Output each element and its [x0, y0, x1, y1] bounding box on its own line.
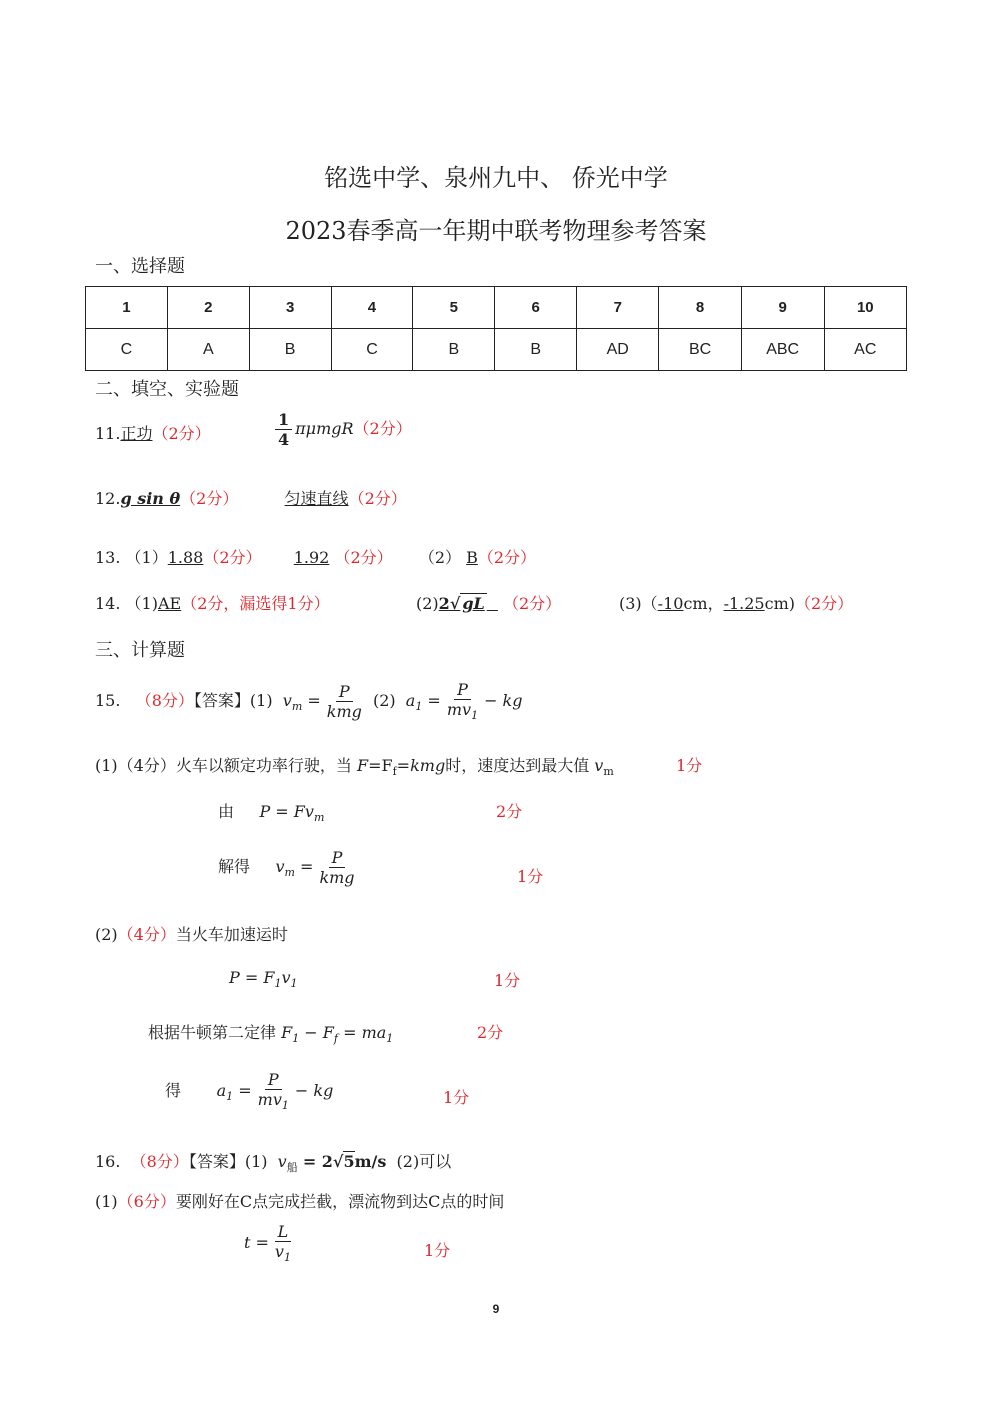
point-4: 1分 — [494, 971, 521, 990]
q15-part1-score: （4分） — [117, 756, 176, 775]
formula-f-equals: F — [356, 756, 369, 775]
q16-value: = 2√5m/s — [302, 1152, 387, 1171]
q12-score2: （2分） — [348, 489, 407, 508]
q15-eq5: 得 $a_1$ = $\frac{P}{mv_1}$ − kg — [165, 1070, 334, 1113]
q15-eq3: $P = F_1v_1$ — [229, 968, 298, 991]
table-cell: 1 — [86, 287, 168, 329]
table-cell: BC — [659, 329, 741, 371]
q14-unit1: cm， — [683, 594, 724, 613]
title-exam: 2023春季高一年期中联考物理参考答案 — [285, 217, 707, 245]
q14-part3: (3)（ — [619, 594, 658, 613]
q14-part3-line — [619, 591, 853, 614]
table-cell: A — [167, 329, 249, 371]
q14-answer2: 2√ gL — [438, 594, 485, 613]
q12-number: 12. — [95, 489, 121, 508]
q12-score1: （2分） — [180, 489, 239, 508]
q14-part2-line — [416, 591, 561, 614]
table-cell: B — [249, 329, 331, 371]
q15-p2: (2) — [372, 690, 396, 710]
q15-part1-text2: 时，速度达到最大值 — [445, 756, 590, 775]
point-5: 2分 — [477, 1023, 504, 1042]
table-cell: 9 — [741, 287, 824, 329]
q15-p1: (1) — [249, 690, 273, 710]
point-7: 1分 — [424, 1241, 451, 1260]
table-cell: 10 — [824, 287, 906, 329]
q14-score2: （2分） — [503, 594, 562, 613]
q13-line — [95, 545, 536, 568]
section-fill: 二、填空、实验题 — [95, 379, 239, 400]
q15-part1-text: 火车以额定功率行驶，当 — [175, 756, 352, 775]
q16-number: 16. — [95, 1152, 121, 1171]
formula-a1: $a_1$ = — [405, 690, 441, 713]
table-cell: B — [495, 329, 577, 371]
q16-answer-line: 16. （8分）【答案】(1) $v_船 = 2√5m/s$ (2)可以 — [95, 1152, 452, 1175]
q16-eq1: t = $\frac{L}{v_1}$ — [244, 1222, 297, 1265]
q11-answer2: $\frac{1}{4}$ πμmgR（2分） — [272, 410, 412, 449]
table-header-row — [86, 287, 907, 329]
q16-part1-text: 要刚好在C点完成拦截，漂流物到达C点的时间 — [175, 1192, 505, 1211]
q15-eq4: 根据牛顿第二定律 $F_1 - F_f = ma_1$ — [148, 1023, 394, 1046]
q16-boat: 船 — [286, 1161, 298, 1175]
q16-tag: 【答案】 — [188, 1152, 245, 1171]
q14-part1-line — [95, 591, 330, 614]
fraction-p-kmg: $\frac{P}{\text{kmg}}$ — [326, 681, 362, 721]
q11-score2: （2分） — [353, 419, 412, 439]
q16-part1-line — [95, 1189, 504, 1212]
table-answer-row — [86, 329, 907, 371]
q13-answer2: 1.92 — [293, 548, 330, 567]
q14-answer3-x: -10 — [657, 594, 684, 613]
q15-number: 15. — [95, 690, 121, 710]
q13-part1: （1） — [125, 548, 168, 567]
formula-vm: $v_m$ = — [282, 690, 321, 713]
q14-unit2: cm) — [764, 594, 795, 613]
point-3: 1分 — [517, 867, 544, 886]
q15-part2-label: (2) — [95, 925, 118, 944]
q11-answer1: 正功 — [120, 424, 153, 443]
q14-answer3-y: -1.25 — [723, 594, 765, 613]
fraction-one-quarter: $\frac{1}{4}$ — [275, 410, 292, 449]
table-cell: B — [413, 329, 495, 371]
point-1: 1分 — [676, 756, 703, 775]
table-cell: 4 — [331, 287, 413, 329]
q14-number: 14. — [95, 594, 121, 613]
table-cell: AC — [824, 329, 906, 371]
q14-score1: （2分，漏选得1分） — [181, 594, 330, 613]
page-number: 9 — [492, 1302, 500, 1316]
q13-score1: （2分） — [203, 548, 262, 567]
q16-part1-score: （6分） — [117, 1192, 176, 1211]
q15-de: 得 — [165, 1080, 182, 1100]
q14-answer1: AE — [157, 594, 182, 613]
fraction-p-mv1-2: $\frac{P}{mv_1}$ — [257, 1070, 289, 1113]
q15-tag: 【答案】 — [193, 690, 250, 710]
q12-answer1: g sin θ — [120, 489, 181, 508]
q13-score2: （2分） — [334, 548, 393, 567]
q15-part2-text: 当火车加速运时 — [175, 925, 288, 944]
title-schools: 铭选中学、泉州九中、 侨光中学 — [324, 164, 668, 192]
q11-number: 11. — [95, 424, 121, 443]
section-calc: 三、计算题 — [95, 640, 185, 661]
q13-number: 13. — [95, 548, 121, 567]
table-cell: 5 — [413, 287, 495, 329]
table-cell: 3 — [249, 287, 331, 329]
q16-p2: (2)可以 — [396, 1152, 452, 1171]
table-cell: ABC — [741, 329, 824, 371]
q15-jiede: 解得 — [218, 857, 251, 877]
table-cell: C — [86, 329, 168, 371]
q15-part2-line — [95, 922, 288, 945]
fraction-p-mv1: $\frac{P}{mv_1}$ — [446, 680, 479, 723]
q16-p1: (1) — [244, 1152, 268, 1171]
point-2: 2分 — [496, 802, 523, 821]
q12-answer2: 匀速直线 — [284, 489, 349, 508]
q13-part2: （2） — [418, 548, 462, 567]
q13-answer3: B — [466, 548, 478, 567]
q14-part2: (2) — [416, 594, 439, 613]
q11-score1: （2分） — [152, 424, 211, 443]
q15-answer-line: 15. （8分）【答案】(1) $v_m$ = $\frac{P}{\text{kmg}}$ (2) $a_1$ = $\frac{P}{mv_1}$ − kg — [95, 680, 523, 723]
q15-eq2: 解得 $v_m$ = $\frac{P}{\text{kmg}}$ — [218, 848, 361, 887]
table-cell: 8 — [659, 287, 741, 329]
q15-part1-label: (1) — [95, 756, 118, 775]
table-cell: 6 — [495, 287, 577, 329]
table-cell: 2 — [167, 287, 249, 329]
q14-part1: （1) — [125, 594, 158, 613]
point-6: 1分 — [443, 1088, 470, 1107]
q15-you: 由 — [218, 802, 235, 821]
q16-part1-label: (1) — [95, 1192, 118, 1211]
q11-line — [95, 421, 211, 444]
q15-newton: 根据牛顿第二定律 — [148, 1023, 277, 1042]
fraction-p-kmg-2: $\frac{P}{\text{kmg}}$ — [319, 848, 355, 888]
q12-line — [95, 486, 407, 509]
q13-score3: （2分） — [477, 548, 537, 567]
q16-score: （8分） — [130, 1152, 189, 1171]
table-cell: 7 — [577, 287, 659, 329]
q13-answer1: 1.88 — [167, 548, 204, 567]
section-choice: 一、选择题 — [95, 256, 185, 277]
q15-part1-line: (1)（4分）火车以额定功率行驶，当 $F=F_f=kmg$时，速度达到最大值 $v_m$ — [95, 756, 614, 779]
table-cell: AD — [577, 329, 659, 371]
q15-eq1: 由 $P = Fv_m$ — [218, 802, 325, 825]
table-cell: C — [331, 329, 413, 371]
q15-part2-score: （4分） — [117, 925, 176, 944]
q11-answer2-tail: mgR — [316, 419, 354, 439]
q15-score: （8分） — [135, 690, 194, 710]
q14-score3: （2分） — [794, 594, 854, 613]
answer-table — [85, 286, 907, 371]
fraction-l-v1: $\frac{L}{v_1}$ — [274, 1222, 291, 1265]
